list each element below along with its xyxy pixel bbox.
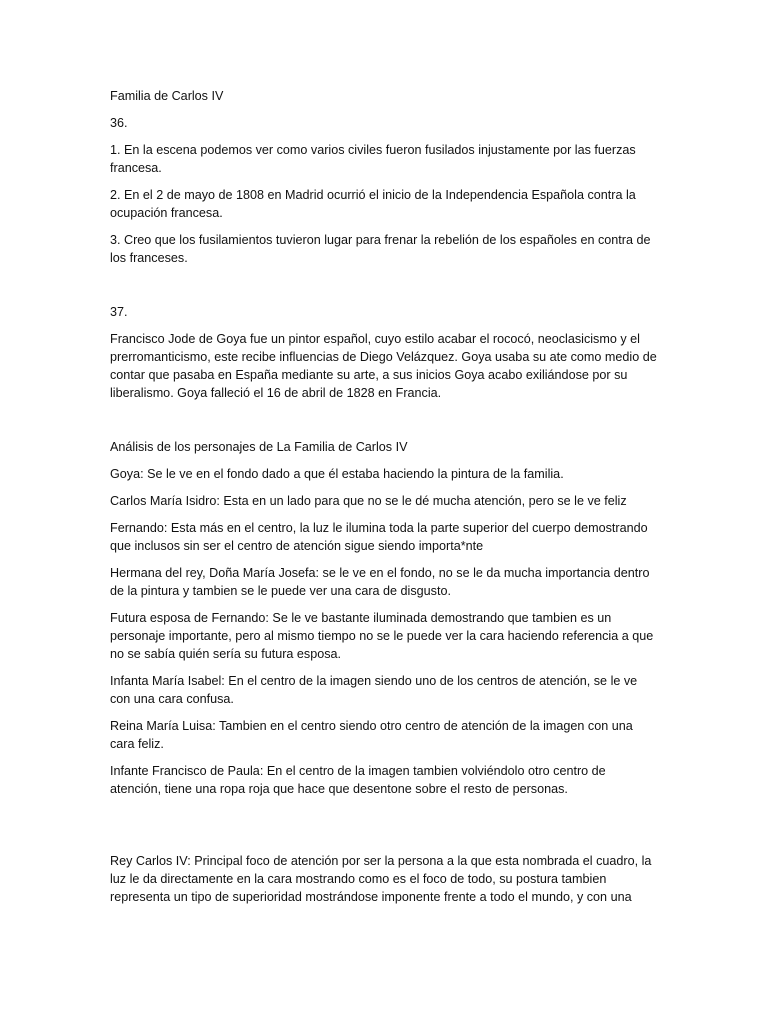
document-page bbox=[110, 87, 658, 915]
section-37-paragraph: Francisco Jode de Goya fue un pintor español, cuyo estilo acabar el rococó, neoclasicismo y el prerromanticismo, este recibe influencias de Diego Velázquez. Goya usaba su ate como medio de contar que pasaba en España mediante su arte, a sus inicios Goya acabo exiliándose por su liberalismo. Goya falleció el 16 de abril de 1828 en Francia. bbox=[110, 332, 657, 400]
section-36-item-2: 2. En el 2 de mayo de 1808 en Madrid ocurrió el inicio de la Independencia Española contra la ocupación francesa. bbox=[110, 188, 636, 220]
section-36-number: 36. bbox=[110, 116, 128, 130]
analysis-heading: Análisis de los personajes de La Familia de Carlos IV bbox=[110, 440, 408, 454]
character-maria-josefa: Hermana del rey, Doña María Josefa: se le ve en el fondo, no se le da mucha importancia dentro de la pintura y tambien se le puede ver una cara de disgusto. bbox=[110, 566, 650, 598]
character-fernando: Fernando: Esta más en el centro, la luz le ilumina toda la parte superior del cuerpo demostrando que inclusos sin ser el centro de atención sigue siendo importa*nte bbox=[110, 521, 648, 553]
character-maria-isabel: Infanta María Isabel: En el centro de la imagen siendo uno de los centros de atención, se le ve con una cara confusa. bbox=[110, 674, 638, 706]
character-rey-carlos-iv: Rey Carlos IV: Principal foco de atención por ser la persona a la que esta nombrada el cuadro, la luz le da directamente en la cara mostrando como es el foco de todo, su postura tambien representa un tipo de superioridad mostrándose imponente frente a todo el mundo, y con una bbox=[110, 854, 652, 904]
character-carlos-maria-isidro: Carlos María Isidro: Esta en un lado para que no se le dé mucha atención, pero se le ve feliz bbox=[110, 494, 627, 508]
character-goya: Goya: Se le ve en el fondo dado a que él estaba haciendo la pintura de la familia. bbox=[110, 467, 564, 481]
character-futura-esposa: Futura esposa de Fernando: Se le ve bastante iluminada demostrando que tambien es un personaje importante, pero al mismo tiempo no se le puede ver la cara haciendo referencia a que no se sabía quién sería su futura esposa. bbox=[110, 611, 654, 661]
character-francisco-de-paula: Infante Francisco de Paula: En el centro de la imagen tambien volviéndolo otro centro de atención, tiene una ropa roja que hace que desentone sobre el resto de personas. bbox=[110, 764, 606, 796]
character-maria-luisa: Reina María Luisa: Tambien en el centro siendo otro centro de atención de la imagen con una cara feliz. bbox=[110, 719, 633, 751]
section-36-item-1: 1. En la escena podemos ver como varios civiles fueron fusilados injustamente por las fuerzas francesa. bbox=[110, 143, 636, 175]
section-36-item-3: 3. Creo que los fusilamientos tuvieron lugar para frenar la rebelión de los españoles en contra de los franceses. bbox=[110, 233, 651, 265]
section-37-number: 37. bbox=[110, 305, 128, 319]
document-title: Familia de Carlos IV bbox=[110, 89, 224, 103]
